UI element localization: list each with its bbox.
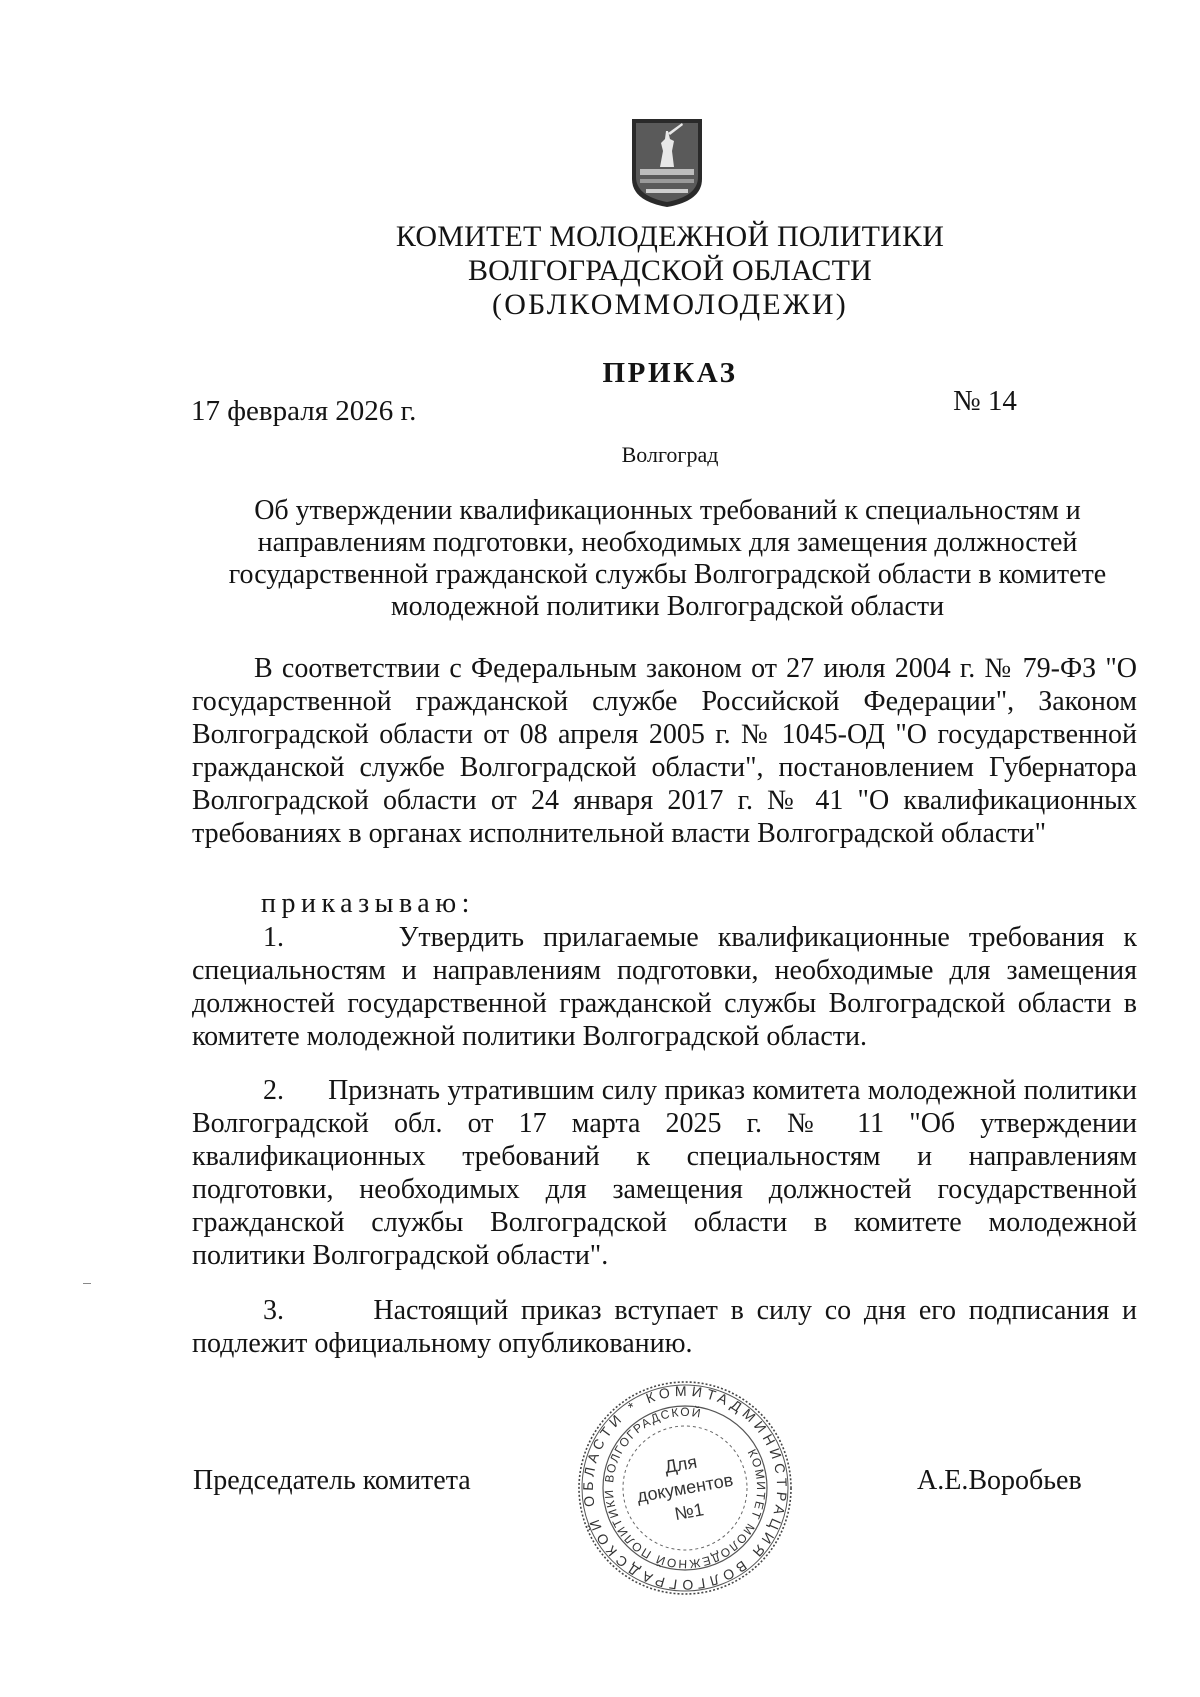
document-city: Волгоград xyxy=(621,442,719,467)
document-date: 17 февраля 2026 г. xyxy=(191,395,417,427)
margin-mark xyxy=(83,1283,91,1284)
stamp-inner-text: КОМИТЕТ МОЛОДЕЖНОЙ ПОЛИТИКИ ВОЛГОГРАДСКОЙ xyxy=(601,1404,769,1572)
document-number: № 14 xyxy=(953,385,1017,417)
signer-name: А.Е.Воробьев xyxy=(917,1465,1082,1496)
order-item-2: 2. Признать утратившим силу приказ комитета молодежной политики Волгоградской обл. от 17 марта 2025 г. № 11 "Об утверждении квалификационных требований к специальностям и направлениям подготовки, необходимых для замещения должностей государственной гражданской службы Волгоградской области в комитете молодежной политики Волгоградской области". xyxy=(192,1075,1137,1271)
subject-line: направлениям подготовки, необходимых для замещения должностей xyxy=(257,527,1078,558)
orders-word: приказываю: xyxy=(261,888,475,919)
subject-line: молодежной политики Волгоградской области xyxy=(390,591,945,622)
stamp-center xyxy=(558,1361,813,1616)
volgograd-coat-of-arms-icon xyxy=(630,117,704,209)
order-item-3: 3. Настоящий приказ вступает в силу со дня его подписания и подлежит официальному опубликованию. xyxy=(192,1295,1137,1359)
signer-title: Председатель комитета xyxy=(193,1465,471,1496)
organization-name xyxy=(300,220,1040,322)
stamp-center-line: документов xyxy=(635,1469,735,1507)
preamble-paragraph: В соответствии с Федеральным законом от 27 июля 2004 г. № 79-ФЗ "О государственной гражданской службе Российской Федерации", Законом Волгоградской области от 08 апреля 2005 г. № 1045-ОД "О государственной гражданской службе Волгоградской области", постановлением Губернатора Волгоградской области от 24 января 2017 г. № 41 "О квалификационных требованиях в органах исполнительной власти Волгоградской области" xyxy=(192,653,1137,849)
stamp-center-line: Для xyxy=(663,1451,699,1478)
organization-line-3: (ОБЛКОММОЛОДЕЖИ) xyxy=(492,288,848,321)
document-type: ПРИКАЗ xyxy=(602,357,738,389)
organization-line-1: КОМИТЕТ МОЛОДЕЖНОЙ ПОЛИТИКИ xyxy=(395,220,945,253)
organization-line-2: ВОЛГОГРАДСКОЙ ОБЛАСТИ xyxy=(467,254,873,287)
order-item-1: 1. Утвердить прилагаемые квалификационные требования к специальностям и направлениям подготовки, необходимые для замещения должностей государственной гражданской службы Волгоградской области в комитете молодежной политики Волгоградской области. xyxy=(192,922,1137,1052)
subject-line: государственной гражданской службы Волгоградской области в комитете xyxy=(228,559,1107,590)
document-subject xyxy=(205,495,1130,623)
stamp-outer-text: АДМИНИСТРАЦИЯ ВОЛГОГРАДСКОЙ ОБЛАСТИ * КОМИТЕТ xyxy=(579,1382,791,1594)
official-stamp xyxy=(575,1378,795,1598)
stamp-center-line: №1 xyxy=(672,1499,706,1525)
subject-line: Об утверждении квалификационных требований к специальностям и xyxy=(254,495,1081,526)
